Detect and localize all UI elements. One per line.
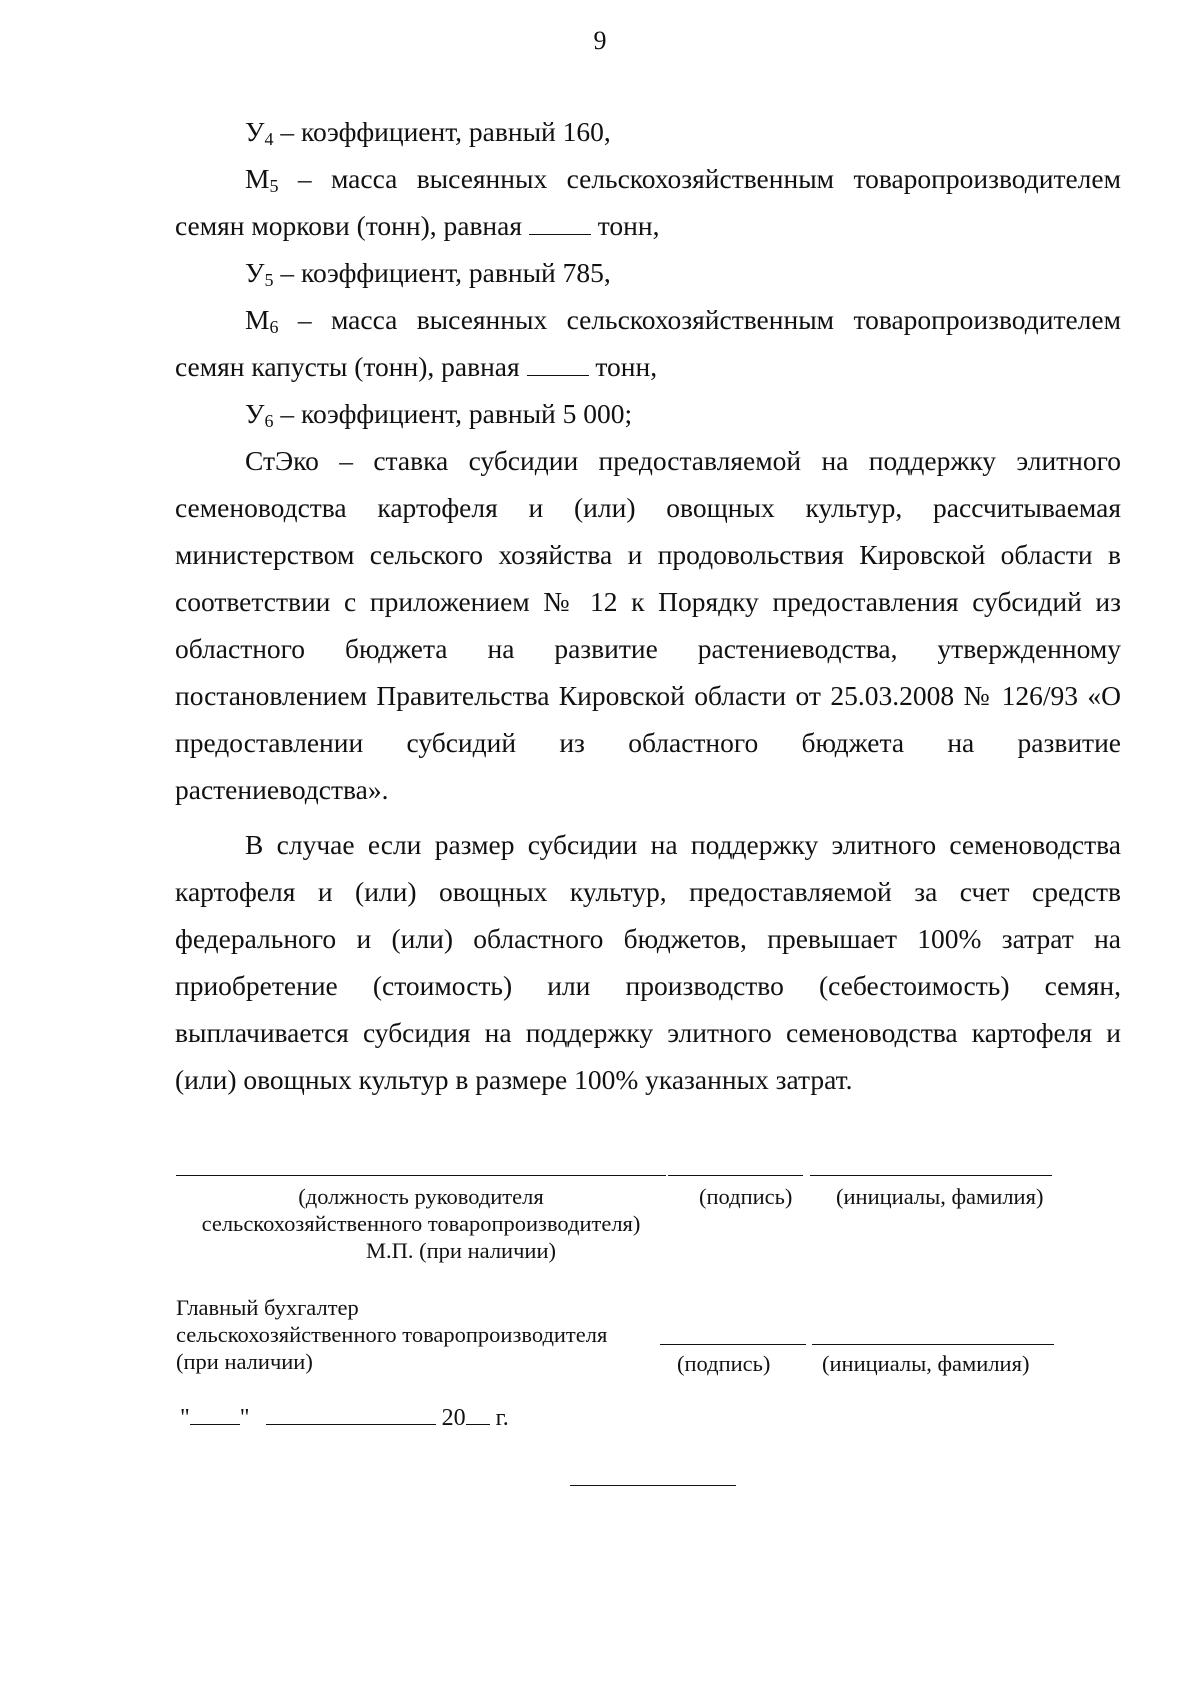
- paragraph-u6: $У_6$ – коэффициент, равный 5 000;: [245, 398, 633, 431]
- blank-field[interactable]: [529, 214, 591, 235]
- date-line: " " 20 г.: [180, 1405, 509, 1431]
- paragraph-m6: $М_6$ – масса высеянных сельскохозяйственным товаропроизводителем семян капусты (тонн), равная тонн,: [175, 304, 1121, 382]
- head-initials-caption: (инициалы, фамилия): [836, 1184, 1044, 1209]
- head-signature-caption: (подпись): [699, 1184, 793, 1209]
- accountant-initials-caption: (инициалы, фамилия): [822, 1351, 1030, 1376]
- accountant-initials-line[interactable]: [812, 1344, 1054, 1345]
- paragraph-steko: СтЭко – ставка субсидии предоставляемой на поддержку элитного семеноводства картофеля и (или) овощных культур, рассчитываемая министерством сельского хозяйства и продовольствия Кировской области в соответствии с приложением № 12 к Порядку предоставления субсидий из областного бюджета на развитие растениеводства, утвержденному постановлением Правительства Кировской области от 25.03.2008 № 126/93 «О предоставлении субсидий из областного бюджета на развитие растениеводства».: [175, 445, 1121, 805]
- paragraph-u4: $У_4$ – коэффициент, равный 160,: [245, 116, 611, 149]
- signature-line[interactable]: [668, 1175, 803, 1176]
- date-year-blank[interactable]: [466, 1404, 490, 1425]
- position-line[interactable]: [176, 1175, 666, 1176]
- paragraph-subsidy-limit: В случае если размер субсидии на поддержку элитного семеноводства картофеля и (или) овощных культур, предоставляемой за счет средств федерального и (или) областного бюджетов, превышает 100% затрат на приобретение (стоимость) или производство (себестоимость) семян, выплачивается субсидия на поддержку элитного семеноводства картофеля и (или) овощных культур в размере 100% указанных затрат.: [175, 829, 1121, 1095]
- accountant-signature-line[interactable]: [660, 1344, 806, 1345]
- closing-separator: [570, 1485, 736, 1486]
- paragraph-m5: $М_5$ – масса высеянных сельскохозяйственным товаропроизводителем семян моркови (тонн), равная тонн,: [175, 163, 1121, 241]
- paragraph-u5: $У_5$ – коэффициент, равный 785,: [245, 257, 611, 290]
- document-body: [175, 108, 1121, 1103]
- blank-field[interactable]: [527, 355, 589, 376]
- date-month-blank[interactable]: [266, 1404, 436, 1425]
- initials-line[interactable]: [810, 1175, 1052, 1176]
- head-position-caption: (должность руководителя сельскохозяйственного товаропроизводителя) М.П. (при наличии): [201, 1184, 641, 1263]
- date-day-blank[interactable]: [190, 1404, 240, 1425]
- page-number: 9: [593, 26, 607, 55]
- accountant-signature-caption: (подпись): [677, 1351, 771, 1376]
- accountant-caption: Главный бухгалтер сельскохозяйственного товаропроизводителя (при наличии): [176, 1295, 608, 1374]
